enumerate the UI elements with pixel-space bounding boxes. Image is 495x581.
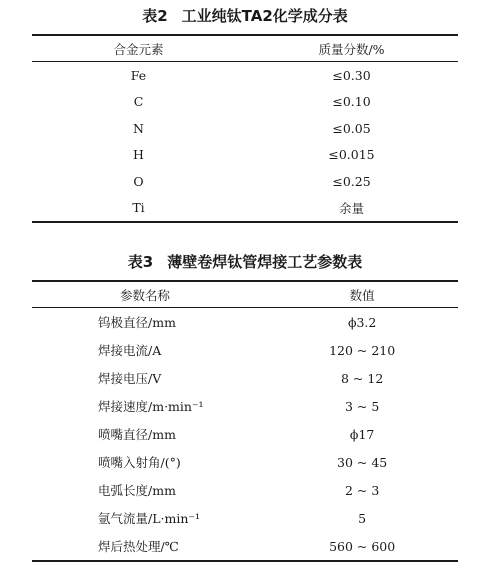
table3-cell-value: 30 ~ 45 xyxy=(337,454,388,470)
table2-cell-element: Fe xyxy=(130,67,147,83)
table3-cell-parameter: 电弧长度/mm xyxy=(98,483,176,498)
table-row xyxy=(32,195,458,223)
table3-header-value: 数值 xyxy=(349,287,375,303)
table3-cell-value: 8 ~ 12 xyxy=(341,370,384,386)
table-row xyxy=(32,532,458,561)
table-row xyxy=(32,308,458,337)
table3-welding-parameters xyxy=(32,280,458,562)
table2-header-mass-fraction: 质量分数/% xyxy=(318,41,385,57)
table2-cell-element: H xyxy=(133,147,144,163)
table3-cell-parameter: 焊接速度/m·min⁻¹ xyxy=(98,399,204,414)
table3-header-row xyxy=(32,281,458,308)
table2-cell-value: ≤0.30 xyxy=(332,67,371,83)
table3-cell-value: ϕ17 xyxy=(349,426,375,442)
table-row xyxy=(32,89,458,116)
table3-cell-parameter: 喷嘴入射角/(°) xyxy=(98,455,181,470)
table2-cell-value: 余量 xyxy=(338,200,364,216)
table3-cell-value: 2 ~ 3 xyxy=(344,482,380,498)
table3-cell-parameter: 焊接电流/A xyxy=(98,343,162,358)
table2-caption-title: 工业纯钛TA2化学成分表 xyxy=(181,7,348,25)
table3-cell-parameter: 喷嘴直径/mm xyxy=(98,427,176,442)
table-row xyxy=(32,504,458,532)
table2-cell-element: N xyxy=(133,120,144,136)
table3-cell-value: 120 ~ 210 xyxy=(329,342,396,358)
table2-cell-element: C xyxy=(133,94,144,110)
table2-composition xyxy=(32,34,458,223)
table2-caption-number: 表2 xyxy=(142,7,168,25)
table2-header-element: 合金元素 xyxy=(113,41,164,57)
table2-caption xyxy=(32,0,458,26)
table-row xyxy=(32,115,458,142)
table3-header-parameter: 参数名称 xyxy=(120,287,171,303)
table2-cell-value: ≤0.05 xyxy=(332,120,371,136)
table3-caption-number: 表3 xyxy=(127,253,154,271)
table3-cell-value: 5 xyxy=(358,510,367,526)
table2-cell-value: ≤0.25 xyxy=(332,173,371,189)
table3-cell-value: 3 ~ 5 xyxy=(344,398,380,414)
table-row xyxy=(32,392,458,420)
table2-cell-element: O xyxy=(133,173,144,189)
table3-cell-value: 560 ~ 600 xyxy=(329,538,396,554)
table3-block xyxy=(32,252,458,562)
table-row xyxy=(32,336,458,364)
table3-cell-parameter: 焊后热处理/℃ xyxy=(98,539,179,554)
table-row xyxy=(32,448,458,476)
table2-header-row xyxy=(32,35,458,62)
table-row xyxy=(32,420,458,448)
table3-cell-value: ϕ3.2 xyxy=(347,314,377,330)
table3-caption-title: 薄壁卷焊钛管焊接工艺参数表 xyxy=(167,253,363,271)
table3-cell-parameter: 钨极直径/mm xyxy=(98,315,176,330)
table-row xyxy=(32,168,458,195)
table3-cell-parameter: 焊接电压/V xyxy=(98,371,162,386)
table2-cell-value: ≤0.015 xyxy=(328,147,375,163)
table2-block xyxy=(32,0,458,223)
table-row xyxy=(32,62,458,89)
table3-cell-parameter: 氩气流量/L·min⁻¹ xyxy=(98,511,200,526)
table2-cell-element: Ti xyxy=(132,200,145,216)
table3-caption xyxy=(32,252,458,272)
table-row xyxy=(32,364,458,392)
table2-cell-value: ≤0.10 xyxy=(332,94,371,110)
table-row xyxy=(32,476,458,504)
table-row xyxy=(32,142,458,169)
